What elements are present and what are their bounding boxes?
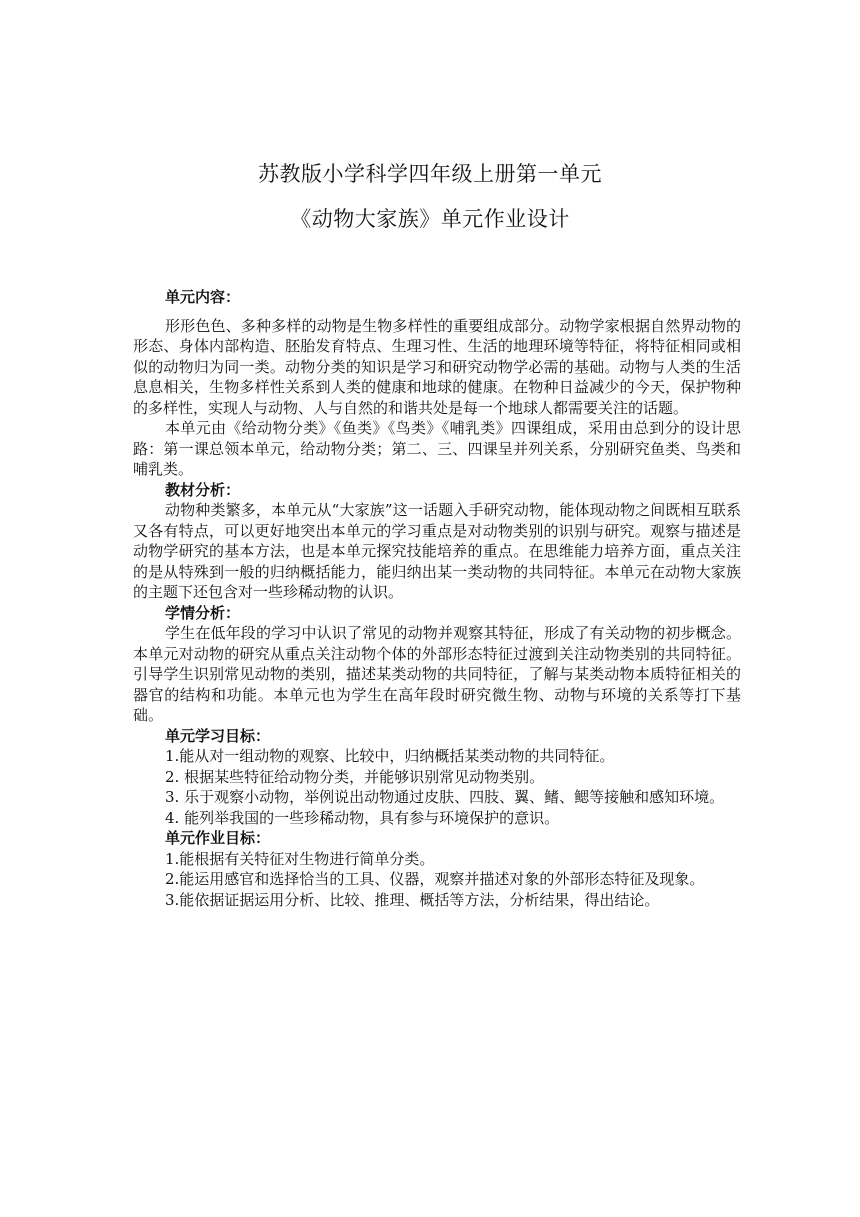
section-heading-textbook: 教材分析： bbox=[165, 480, 241, 499]
learning-goal-4: 4. 能列举我国的一些珍稀动物，具有参与环境保护的意识。 bbox=[165, 808, 560, 827]
homework-goal-3: 3.能依据证据运用分析、比较、推理、概括等方法，分析结果，得出结论。 bbox=[165, 890, 660, 909]
homework-goal-1: 1.能根据有关特征对生物进行简单分类。 bbox=[165, 849, 435, 868]
content-paragraph-1: 形形色色、多种多样的动物是生物多样性的重要组成部分。动物学家根据自然界动物的形态、身体内部构造、胚胎发育特点、生理习性、生活的地理环境等特征，将特征相同或相似的动物归为同一类。动物分类的知识是学习和研究动物学必需的基础。动物与人类的生活息息相关，生物多样性关系到人类的健康和地球的健康。在物种日益减少的今天，保护物种的多样性，实现人与动物、人与自然的和谐共处是每一个地球人都需要关注的话题。 bbox=[133, 316, 741, 417]
document-title-line2: 《动物大家族》单元作业设计 bbox=[290, 207, 570, 231]
learning-goal-3: 3. 乐于观察小动物，举例说出动物通过皮肤、四肢、翼、鳍、鳃等接触和感知环境。 bbox=[165, 788, 725, 806]
students-paragraph-1: 学生在低年段的学习中认识了常见的动物并观察其特征，形成了有关动物的初步概念。本单元对动物的研究从重点关注动物个体的外部形态特征过渡到关注动物类别的共同特征。引导学生识别常见动物的类别，描述某类动物的共同特征，了解与某类动物本质特征相关的器官的结构和功能。本单元也为学生在高年段时研究微生物、动物与环境的关系等打下基础。 bbox=[133, 624, 741, 724]
content-paragraph-2: 本单元由《给动物分类》《鱼类》《鸟类》《哺乳类》四课组成，采用由总到分的设计思路：第一课总领本单元，给动物分类；第二、三、四课呈并列关系，分别研究鱼类、鸟类和哺乳类。 bbox=[133, 419, 741, 478]
homework-goal-2: 2.能运用感官和选择恰当的工具、仪器，观察并描述对象的外部形态特征及现象。 bbox=[165, 870, 705, 888]
document-body bbox=[133, 287, 741, 910]
textbook-paragraph-1: 动物种类繁多，本单元从“大家族”这一话题入手研究动物，能体现动物之间既相互联系又各有特点，可以更好地突出本单元的学习重点是对动物类别的识别与研究。观察与描述是动物学研究的基本方法，也是本单元探究技能培养的重点。在思维能力培养方面，重点关注的是从特殊到一般的归纳概括能力，能归纳出某一类动物的共同特征。本单元在动物大家族的主题下还包含对一些珍稀动物的认识。 bbox=[133, 501, 741, 601]
section-heading-learning-goals: 单元学习目标： bbox=[165, 726, 271, 745]
section-heading-homework-goals: 单元作业目标： bbox=[165, 829, 271, 847]
document-title-line1: 苏教版小学科学四年级上册第一单元 bbox=[258, 162, 602, 186]
learning-goal-1: 1.能从对一组动物的观察、比较中，归纳概括某类动物的共同特征。 bbox=[165, 747, 615, 765]
section-heading-students: 学情分析： bbox=[165, 603, 241, 622]
section-heading-content: 单元内容： bbox=[165, 288, 241, 306]
learning-goal-2: 2. 根据某些特征给动物分类，并能够识别常见动物类别。 bbox=[165, 767, 545, 786]
